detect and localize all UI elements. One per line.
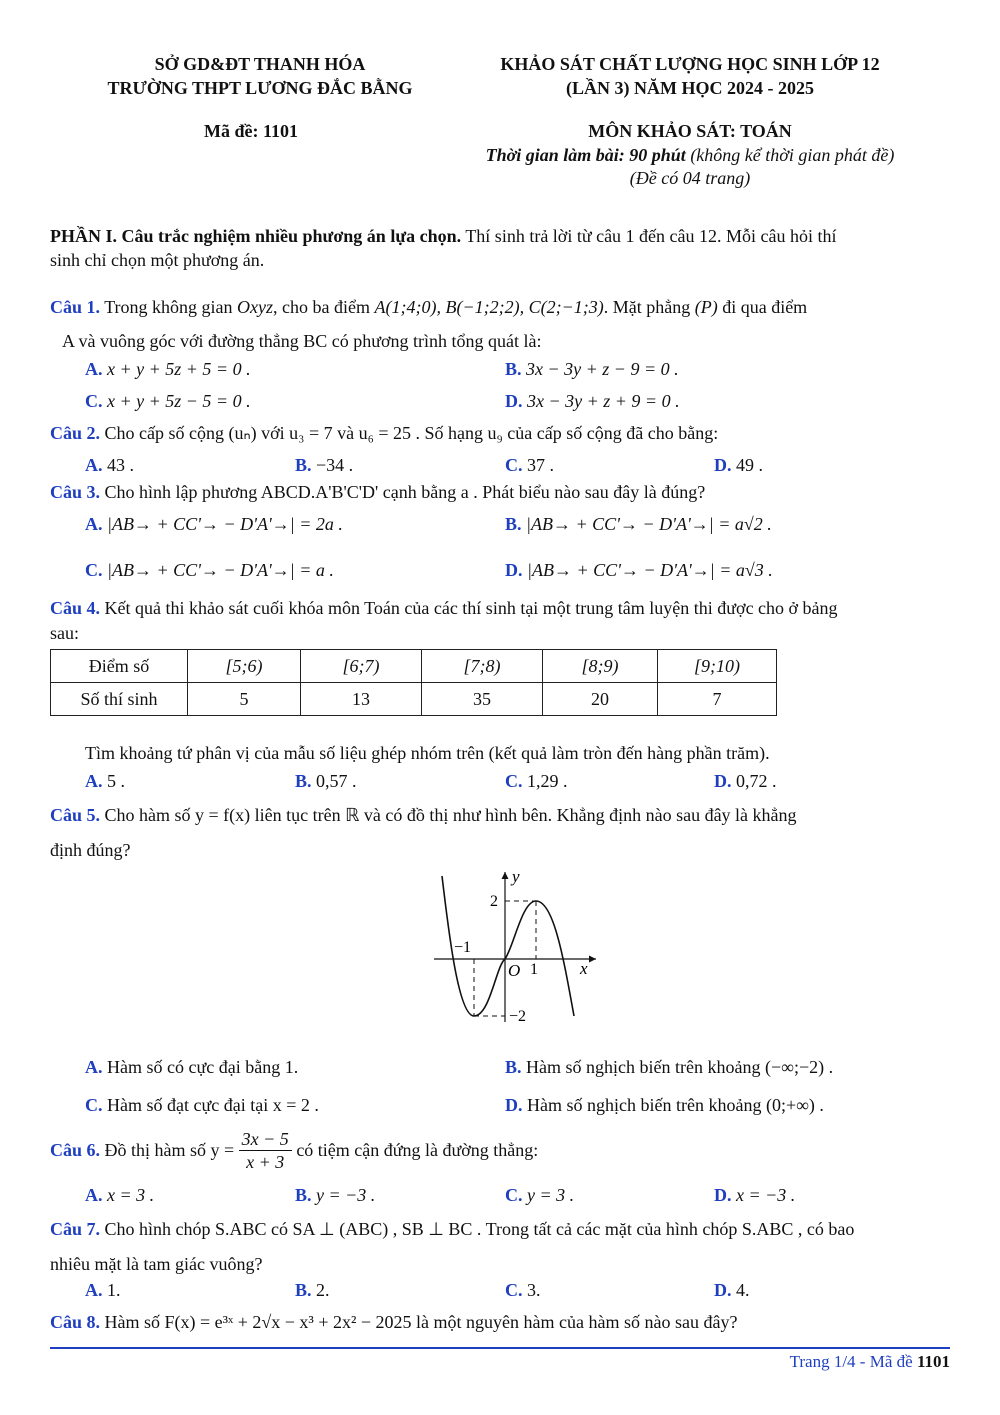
q4-option-a[interactable] <box>85 771 125 792</box>
option-letter: C. <box>505 1280 523 1300</box>
part1-instr1: Thí sinh trả lời từ câu 1 đến câu 12. Mỗi câu hỏi thí <box>461 226 837 246</box>
score-table <box>50 649 777 716</box>
option-letter: B. <box>295 1280 312 1300</box>
table-cell: 13 <box>301 683 422 716</box>
option-letter: D. <box>714 1185 732 1205</box>
q4-text: Kết quả thi khảo sát cuối khóa môn Toán của các thí sinh tại một trung tâm luyện thi được cho ở bảng <box>100 598 838 618</box>
q3-option-d[interactable] <box>505 560 773 581</box>
fraction-denominator: x + 3 <box>246 1152 285 1172</box>
table-cell: [6;7) <box>301 650 422 683</box>
option-text: 43 . <box>107 455 134 475</box>
q7-option-c[interactable] <box>505 1280 541 1301</box>
option-letter: B. <box>295 1185 312 1205</box>
footer-divider <box>50 1347 950 1349</box>
q2-option-d[interactable] <box>714 455 763 476</box>
subject-title: MÔN KHẢO SÁT: TOÁN <box>588 121 792 141</box>
q2-option-b[interactable] <box>295 455 353 476</box>
q6-option-b[interactable] <box>295 1185 375 1206</box>
option-text: Hàm số nghịch biến trên khoảng (0;+∞) . <box>527 1095 824 1115</box>
q6-label: Câu 6. <box>50 1140 101 1160</box>
footer-text: Trang 1/4 - Mã đề <box>789 1352 917 1371</box>
q2-option-a[interactable] <box>85 455 134 476</box>
graph-tick-2: 2 <box>490 893 498 910</box>
option-text: 49 . <box>736 455 763 475</box>
q2-option-c[interactable] <box>505 455 554 476</box>
table-cell: 5 <box>188 683 301 716</box>
q4-text2: sau: <box>50 623 79 643</box>
option-text: 3x − 3y + z + 9 = 0 . <box>527 391 680 411</box>
option-letter: A. <box>85 1280 103 1300</box>
q8-text: Hàm số F(x) = e³ˣ + 2√x − x³ + 2x² − 2025 là một nguyên hàm của hàm số nào sau đây? <box>100 1312 738 1332</box>
question-3 <box>50 482 950 503</box>
part1-instr2: sinh chỉ chọn một phương án. <box>50 250 265 270</box>
q5-option-a[interactable] <box>85 1057 298 1078</box>
option-text: x = −3 . <box>736 1185 796 1205</box>
school-name: TRƯỜNG THPT LƯƠNG ĐẮC BẰNG <box>107 78 413 98</box>
q4-option-d[interactable] <box>714 771 777 792</box>
table-header-score: Điểm số <box>51 650 188 683</box>
table-cell: 35 <box>422 683 543 716</box>
q2-label: Câu 2. <box>50 423 101 443</box>
question-6 <box>50 1128 950 1178</box>
q1-points: A(1;4;0), B(−1;2;2), C(2;−1;3) <box>374 297 604 317</box>
option-text: y = 3 . <box>527 1185 575 1205</box>
function-graph <box>430 866 600 1026</box>
option-letter: A. <box>85 1057 103 1077</box>
option-letter: D. <box>505 560 523 580</box>
q7-text: Cho hình chóp S.ABC có SA ⊥ (ABC) , SB ⊥ BC . Trong tất cả các mặt của hình chóp S.ABC , có bao <box>100 1219 855 1239</box>
q6-text: Đồ thị hàm số y = <box>100 1140 239 1160</box>
option-text: |AB→ + CC'→ − D'A'→| = a . <box>107 560 334 580</box>
table-row <box>51 683 777 716</box>
exam-year: (LẦN 3) NĂM HỌC 2024 - 2025 <box>566 78 814 98</box>
q5-option-c[interactable] <box>85 1095 319 1116</box>
option-text: 1,29 . <box>527 771 568 791</box>
table-cell: 7 <box>658 683 777 716</box>
exam-title: KHẢO SÁT CHẤT LƯỢNG HỌC SINH LỚP 12 <box>500 54 880 74</box>
option-letter: D. <box>714 1280 732 1300</box>
table-cell: [5;6) <box>188 650 301 683</box>
q7-option-d[interactable] <box>714 1280 750 1301</box>
exam-header <box>450 52 930 100</box>
q3-option-a[interactable] <box>85 514 343 535</box>
time-limit: Thời gian làm bài: 90 phút <box>485 145 686 165</box>
graph-tick-neg2: −2 <box>509 1008 527 1025</box>
question-7 <box>50 1219 950 1240</box>
option-letter: C. <box>505 771 523 791</box>
q1-text-d: đi qua điểm <box>717 297 808 317</box>
option-text: |AB→ + CC'→ − D'A'→| = a√3 . <box>527 560 773 580</box>
q1-oxyz: Oxyz <box>237 297 274 317</box>
q1-text-b: , cho ba điểm <box>273 297 375 317</box>
graph-origin-label: O <box>508 961 521 980</box>
q4-label: Câu 4. <box>50 598 101 618</box>
table-cell: [7;8) <box>422 650 543 683</box>
option-letter: A. <box>85 359 103 379</box>
table-cell: [9;10) <box>658 650 777 683</box>
q1-option-b[interactable] <box>505 359 679 380</box>
table-header-count: Số thí sinh <box>51 683 188 716</box>
graph-tick-1: 1 <box>530 961 538 978</box>
option-letter: D. <box>714 771 732 791</box>
option-letter: C. <box>505 1185 523 1205</box>
option-letter: D. <box>714 455 732 475</box>
option-text: x = 3 . <box>107 1185 155 1205</box>
graph-x-label: x <box>580 959 588 978</box>
q3-option-b[interactable] <box>505 514 772 535</box>
q1-text-c: . Mặt phẳng <box>603 297 695 317</box>
q5-option-d[interactable] <box>505 1095 824 1116</box>
graph-y-label: y <box>512 867 520 886</box>
option-text: x + y + 5z + 5 = 0 . <box>107 359 251 379</box>
question-1 <box>50 297 950 318</box>
q6-option-d[interactable] <box>714 1185 795 1206</box>
q1-plane: (P) <box>694 297 718 317</box>
department-name: SỞ GD&ĐT THANH HÓA <box>154 54 366 74</box>
graph-tick-neg1: −1 <box>454 939 472 956</box>
q7-option-a[interactable] <box>85 1280 121 1301</box>
q1-option-a[interactable] <box>85 359 251 380</box>
table-cell: 20 <box>543 683 658 716</box>
q3-text: Cho hình lập phương ABCD.A'B'C'D' cạnh bằng a . Phát biểu nào sau đây là đúng? <box>100 482 706 502</box>
q5-text2: định đúng? <box>50 840 131 860</box>
q6-fraction <box>239 1128 292 1173</box>
option-letter: A. <box>85 771 103 791</box>
option-text: 3. <box>527 1280 541 1300</box>
fraction-numerator: 3x − 5 <box>239 1128 292 1151</box>
option-letter: D. <box>505 391 523 411</box>
option-letter: B. <box>505 359 522 379</box>
option-letter: C. <box>85 1095 103 1115</box>
q5-option-b[interactable] <box>505 1057 833 1078</box>
table-row <box>51 650 777 683</box>
q3-option-c[interactable] <box>85 560 334 581</box>
question-8 <box>50 1312 950 1333</box>
q7-text2: nhiêu mặt là tam giác vuông? <box>50 1254 263 1274</box>
q7-option-b[interactable] <box>295 1280 330 1301</box>
q1-text: Trong không gian <box>100 297 238 317</box>
footer-code: 1101 <box>916 1352 950 1371</box>
option-text: |AB→ + CC'→ − D'A'→| = a√2 . <box>526 514 772 534</box>
option-text: Hàm số đạt cực đại tại x = 2 . <box>107 1095 319 1115</box>
option-letter: C. <box>85 560 103 580</box>
q1-option-c[interactable] <box>85 391 251 412</box>
q4-option-c[interactable] <box>505 771 568 792</box>
option-letter: D. <box>505 1095 523 1115</box>
option-letter: B. <box>505 514 522 534</box>
option-text: −34 . <box>316 455 354 475</box>
q1-label: Câu 1. <box>50 297 101 317</box>
option-text: 5 . <box>107 771 125 791</box>
exam-code: Mã đề: 1101 <box>204 121 298 141</box>
option-text: Hàm số nghịch biến trên khoảng (−∞;−2) . <box>526 1057 834 1077</box>
option-letter: C. <box>85 391 103 411</box>
option-text: 0,72 . <box>736 771 777 791</box>
question-5 <box>50 805 950 826</box>
q3-label: Câu 3. <box>50 482 101 502</box>
q7-label: Câu 7. <box>50 1219 101 1239</box>
question-4 <box>50 598 950 619</box>
option-text: |AB→ + CC'→ − D'A'→| = 2a . <box>107 514 343 534</box>
q6-option-c[interactable] <box>505 1185 574 1206</box>
part1-instructions <box>50 226 950 247</box>
option-letter: C. <box>505 455 523 475</box>
option-text: x + y + 5z − 5 = 0 . <box>107 391 251 411</box>
option-text: y = −3 . <box>316 1185 376 1205</box>
q2-text: Cho cấp số cộng (uₙ) với u₃ = 7 và u₆ = 25 . Số hạng u₉ của cấp số cộng đã cho bằng: <box>100 423 719 443</box>
option-letter: B. <box>505 1057 522 1077</box>
page-footer <box>790 1352 950 1372</box>
q1-line2: A và vuông góc với đường thẳng BC có phương trình tổng quát là: <box>62 331 542 351</box>
option-letter: A. <box>85 514 103 534</box>
option-text: 0,57 . <box>316 771 357 791</box>
table-cell: [8;9) <box>543 650 658 683</box>
time-note: (không kể thời gian phát đề) <box>685 145 895 165</box>
option-letter: A. <box>85 455 103 475</box>
option-text: 1. <box>107 1280 121 1300</box>
option-text: Hàm số có cực đại bằng 1. <box>107 1057 299 1077</box>
q6-option-a[interactable] <box>85 1185 154 1206</box>
option-letter: B. <box>295 771 312 791</box>
q5-label: Câu 5. <box>50 805 101 825</box>
part1-title: PHẦN I. Câu trắc nghiệm nhiều phương án lựa chọn. <box>50 226 462 246</box>
q1-option-d[interactable] <box>505 391 680 412</box>
time-info <box>440 145 940 166</box>
q6-text-b: có tiệm cận đứng là đường thẳng: <box>291 1140 539 1160</box>
option-text: 4. <box>736 1280 750 1300</box>
q4-question: Tìm khoảng tứ phân vị của mẫu số liệu ghép nhóm trên (kết quả làm tròn đến hàng phần trăm). <box>85 743 770 763</box>
option-text: 37 . <box>527 455 554 475</box>
q8-label: Câu 8. <box>50 1312 101 1332</box>
question-2 <box>50 423 950 444</box>
option-letter: B. <box>295 455 312 475</box>
option-text: 3x − 3y + z − 9 = 0 . <box>526 359 679 379</box>
option-text: 2. <box>316 1280 330 1300</box>
school-header <box>60 52 460 100</box>
pages-note: (Đề có 04 trang) <box>629 168 751 188</box>
q5-text: Cho hàm số y = f(x) liên tục trên ℝ và có đồ thị như hình bên. Khẳng định nào sau đây là khẳng <box>100 805 797 825</box>
q4-option-b[interactable] <box>295 771 357 792</box>
option-letter: A. <box>85 1185 103 1205</box>
